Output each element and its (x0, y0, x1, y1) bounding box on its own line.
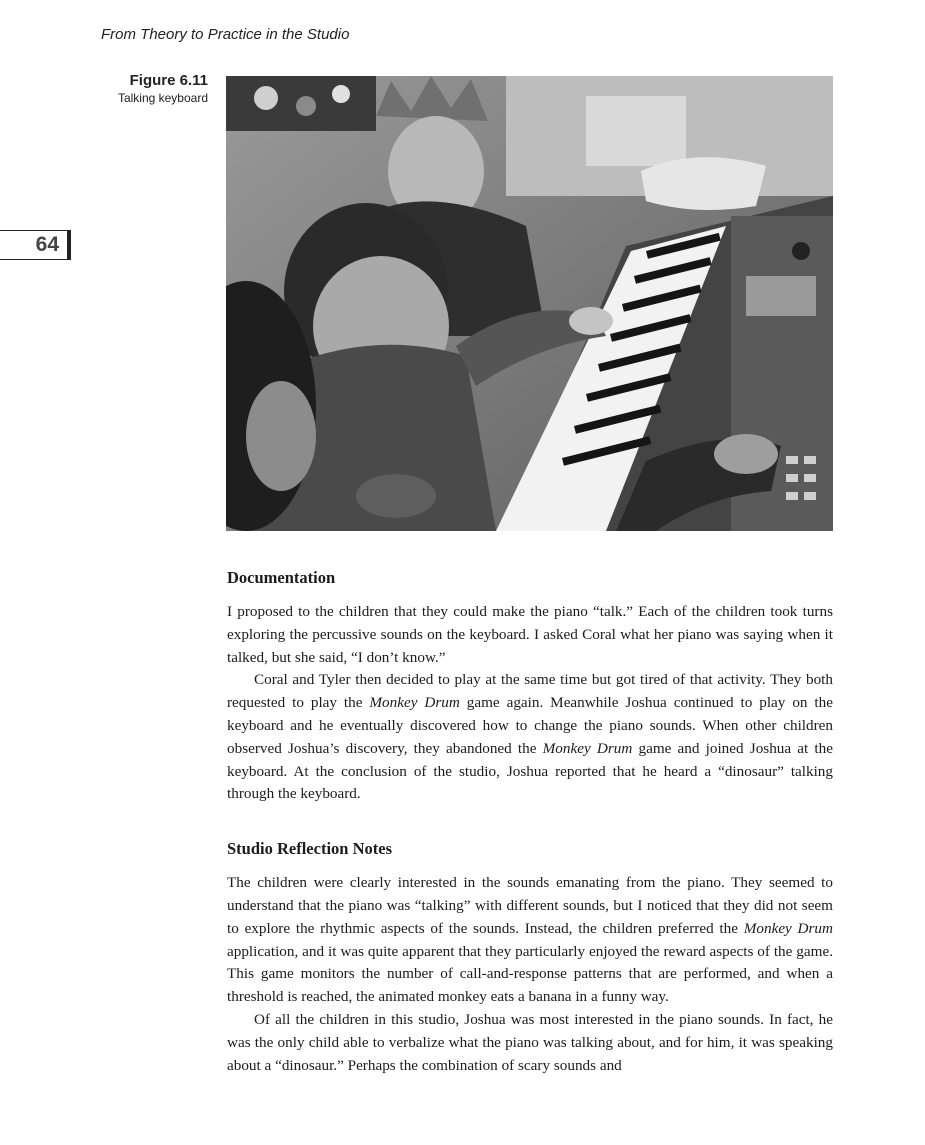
paragraph: The children were clearly interested in the sounds emanating from the piano. They seemed to understand that the piano was “talking” with different sounds, but I noticed that they did not seem to explore the rhythmic aspects of the sounds. Instead, the children preferred the Monkey Drum application, and it was quite apparent that they particularly enjoyed the reward aspects of the game. This game monitors the number of call-and-response patterns that are performed, and when a threshold is reached, the animated monkey eats a banana in a funny way. (227, 874, 833, 1006)
figure-title: Talking keyboard (117, 91, 208, 105)
app-title: Monkey Drum (369, 694, 460, 712)
figure-caption (60, 72, 208, 105)
figure-photo (226, 76, 833, 531)
running-head: From Theory to Practice in the Studio (101, 26, 350, 43)
body-content (227, 567, 833, 1077)
section-heading-reflection: Studio Reflection Notes (227, 839, 392, 859)
app-title: Monkey Drum (542, 739, 633, 757)
paragraph: I proposed to the children that they could make the piano “talk.” Each of the children took turns exploring the percussive sounds on the keyboard. I asked Coral what her piano was saying when it talked, but she said, “I don’t know.” (227, 603, 833, 666)
page-number: 64 (0, 230, 71, 260)
paragraph: Coral and Tyler then decided to play at the same time but got tired of that activity. They both requested to play the Monkey Drum game again. Meanwhile Joshua continued to play on the keyboard and he eventually discovered how to change the piano sounds. When other children observed Joshua’s discovery, they abandoned the Monkey Drum game and joined Joshua at the keyboard. At the conclusion of the studio, Joshua reported that he heard a “dinosaur” talking through the keyboard. (227, 671, 833, 803)
app-title: Monkey Drum (743, 919, 833, 937)
paragraph: Of all the children in this studio, Joshua was most interested in the piano sounds. In fact, he was the only child able to verbalize what the piano was talking about, and for him, it was speaking about a “dinosaur.” Perhaps the combination of scary sounds and (227, 1010, 833, 1074)
section-heading-documentation: Documentation (227, 568, 336, 587)
figure-number: Figure 6.11 (129, 72, 208, 89)
